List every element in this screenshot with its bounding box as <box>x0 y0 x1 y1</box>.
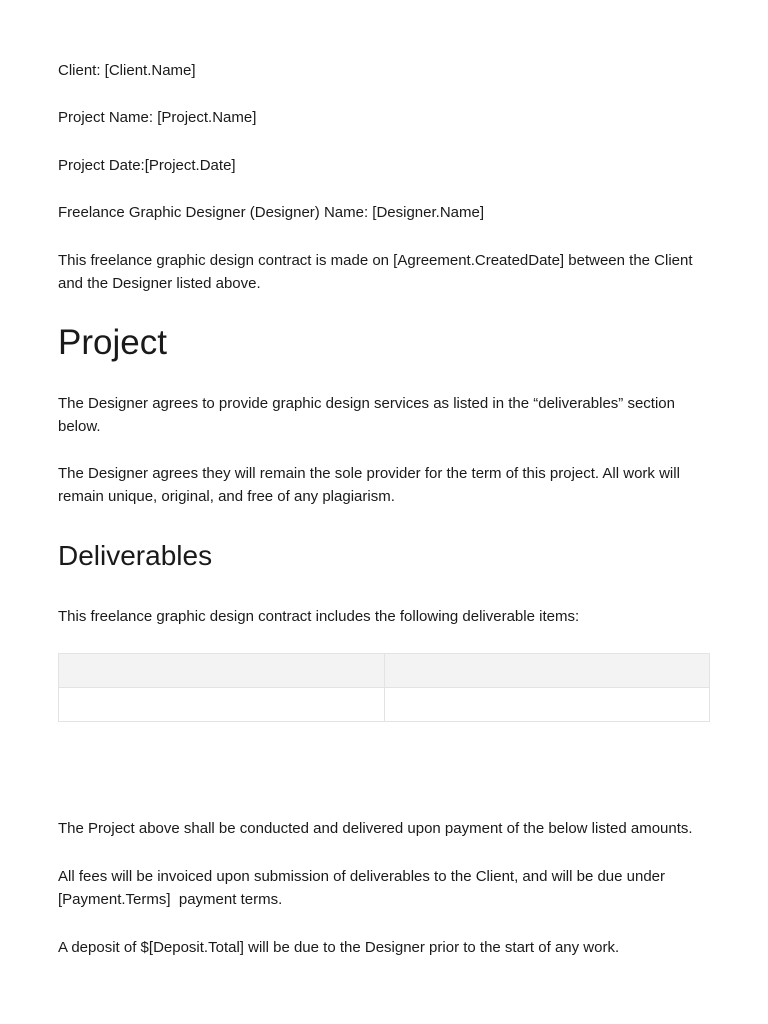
deposit-paragraph: A deposit of $[Deposit.Total] will be due to the Designer prior to the start of any work. <box>58 939 620 956</box>
deliverables-heading: Deliverables <box>58 540 213 571</box>
project-paragraph-2 <box>58 462 710 508</box>
project-paragraph-1-line-2: below. <box>58 418 101 435</box>
project-heading: Project <box>58 323 167 362</box>
project-paragraph-1-line-1: The Designer agrees to provide graphic design services as listed in the “deliverables” section <box>58 395 675 412</box>
payment-paragraph-2-line-2: [Payment.Terms] payment terms. <box>58 891 283 908</box>
client-line: Client: [Client.Name] <box>58 62 196 79</box>
deliverables-table <box>58 653 710 722</box>
deliverables-intro: This freelance graphic design contract includes the following deliverable items: <box>58 608 580 625</box>
payment-paragraph-2 <box>58 865 710 911</box>
payment-paragraph-1: The Project above shall be conducted and delivered upon payment of the below listed amounts. <box>58 820 693 837</box>
intro-line-2: and the Designer listed above. <box>58 275 261 292</box>
deliverables-table-cell <box>59 688 385 722</box>
project-date-line: Project Date:[Project.Date] <box>58 157 236 174</box>
deliverables-table-cell <box>384 688 710 722</box>
project-paragraph-1 <box>58 392 710 438</box>
intro-paragraph <box>58 249 710 295</box>
table-row <box>59 688 710 722</box>
payment-paragraph-2-line-1: All fees will be invoiced upon submission of deliverables to the Client, and will be due under <box>58 868 666 885</box>
project-paragraph-2-line-1: The Designer agrees they will remain the sole provider for the term of this project. All work will <box>58 465 680 482</box>
designer-name-line: Freelance Graphic Designer (Designer) Name: [Designer.Name] <box>58 204 485 221</box>
deliverables-table-header-cell <box>59 654 385 688</box>
project-name-line: Project Name: [Project.Name] <box>58 109 257 126</box>
intro-line-1: This freelance graphic design contract is made on [Agreement.CreatedDate] between the Client <box>58 252 693 269</box>
project-paragraph-2-line-2: remain unique, original, and free of any plagiarism. <box>58 488 395 505</box>
deliverables-table-header-row <box>59 654 710 688</box>
deliverables-table-header-cell <box>384 654 710 688</box>
